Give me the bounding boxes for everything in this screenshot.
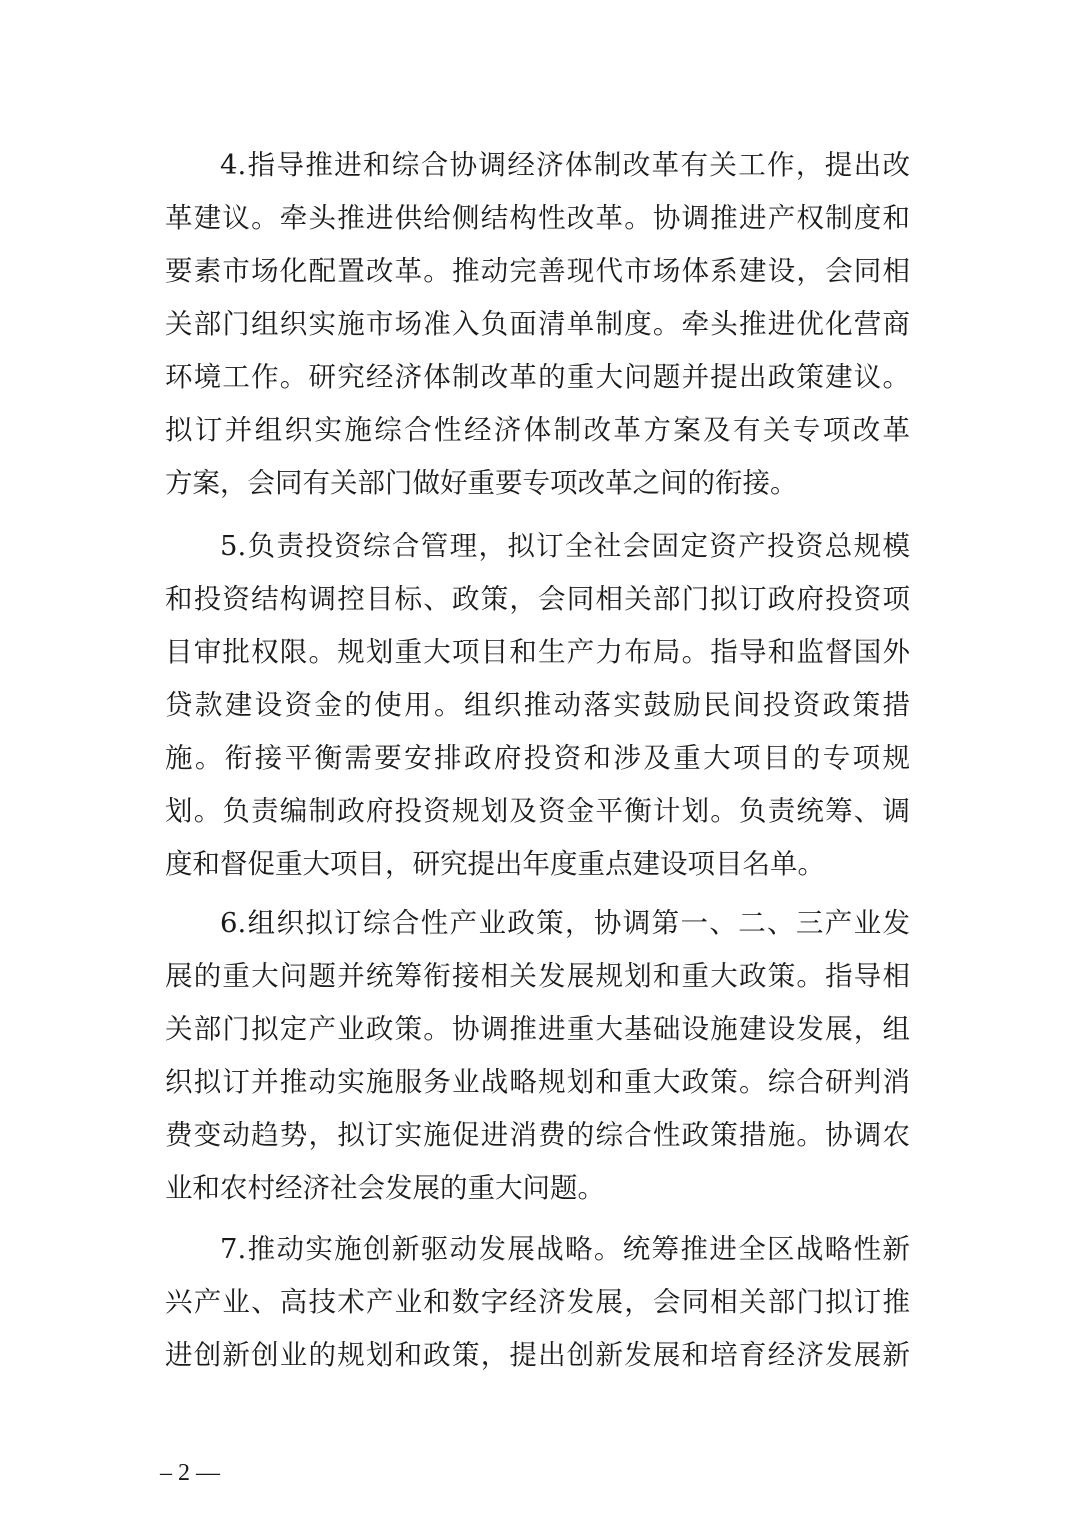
text-line: 环境工作。研究经济体制改革的重大问题并提出政策建议。 (165, 361, 910, 393)
text-line: 贷款建设资金的使用。组织推动落实鼓励民间投资政策措 (165, 689, 910, 721)
text-line: 兴产业、高技术产业和数字经济发展，会同相关部门拟订推 (165, 1286, 910, 1318)
text-line: 5.负责投资综合管理，拟订全社会固定资产投资总规模 (220, 530, 910, 562)
text-line: 费变动趋势，拟订实施促进消费的综合性政策措施。协调农 (165, 1119, 910, 1151)
text-line: 和投资结构调控目标、政策，会同相关部门拟订政府投资项 (165, 583, 910, 615)
text-line: 目审批权限。规划重大项目和生产力布局。指导和监督国外 (165, 636, 910, 668)
text-line: 业和农村经济社会发展的重大问题。 (165, 1172, 605, 1204)
text-line: 划。负责编制政府投资规划及资金平衡计划。负责统筹、调 (165, 795, 910, 827)
page-number: – 2 — (160, 1460, 220, 1486)
text-line: 展的重大问题并统筹衔接相关发展规划和重大政策。指导相 (165, 960, 910, 992)
text-line: 要素市场化配置改革。推动完善现代市场体系建设，会同相 (165, 255, 910, 287)
text-line: 6.组织拟订综合性产业政策，协调第一、二、三产业发 (220, 907, 910, 939)
text-line: 织拟订并推动实施服务业战略规划和重大政策。综合研判消 (165, 1066, 910, 1098)
text-line: 方案，会同有关部门做好重要专项改革之间的衔接。 (165, 467, 798, 499)
text-line: 关部门拟定产业政策。协调推进重大基础设施建设发展，组 (165, 1013, 910, 1045)
text-line: 4.指导推进和综合协调经济体制改革有关工作，提出改 (220, 149, 910, 181)
text-line: 施。衔接平衡需要安排政府投资和涉及重大项目的专项规 (165, 742, 910, 774)
text-line: 革建议。牵头推进供给侧结构性改革。协调推进产权制度和 (165, 202, 910, 234)
text-line: 进创新创业的规划和政策，提出创新发展和培育经济发展新 (165, 1339, 910, 1371)
text-line: 拟订并组织实施综合性经济体制改革方案及有关专项改革 (165, 414, 910, 446)
text-line: 7.推动实施创新驱动发展战略。统筹推进全区战略性新 (220, 1233, 910, 1265)
text-line: 关部门组织实施市场准入负面清单制度。牵头推进优化营商 (165, 308, 910, 340)
text-line: 度和督促重大项目，研究提出年度重点建设项目名单。 (165, 848, 825, 880)
